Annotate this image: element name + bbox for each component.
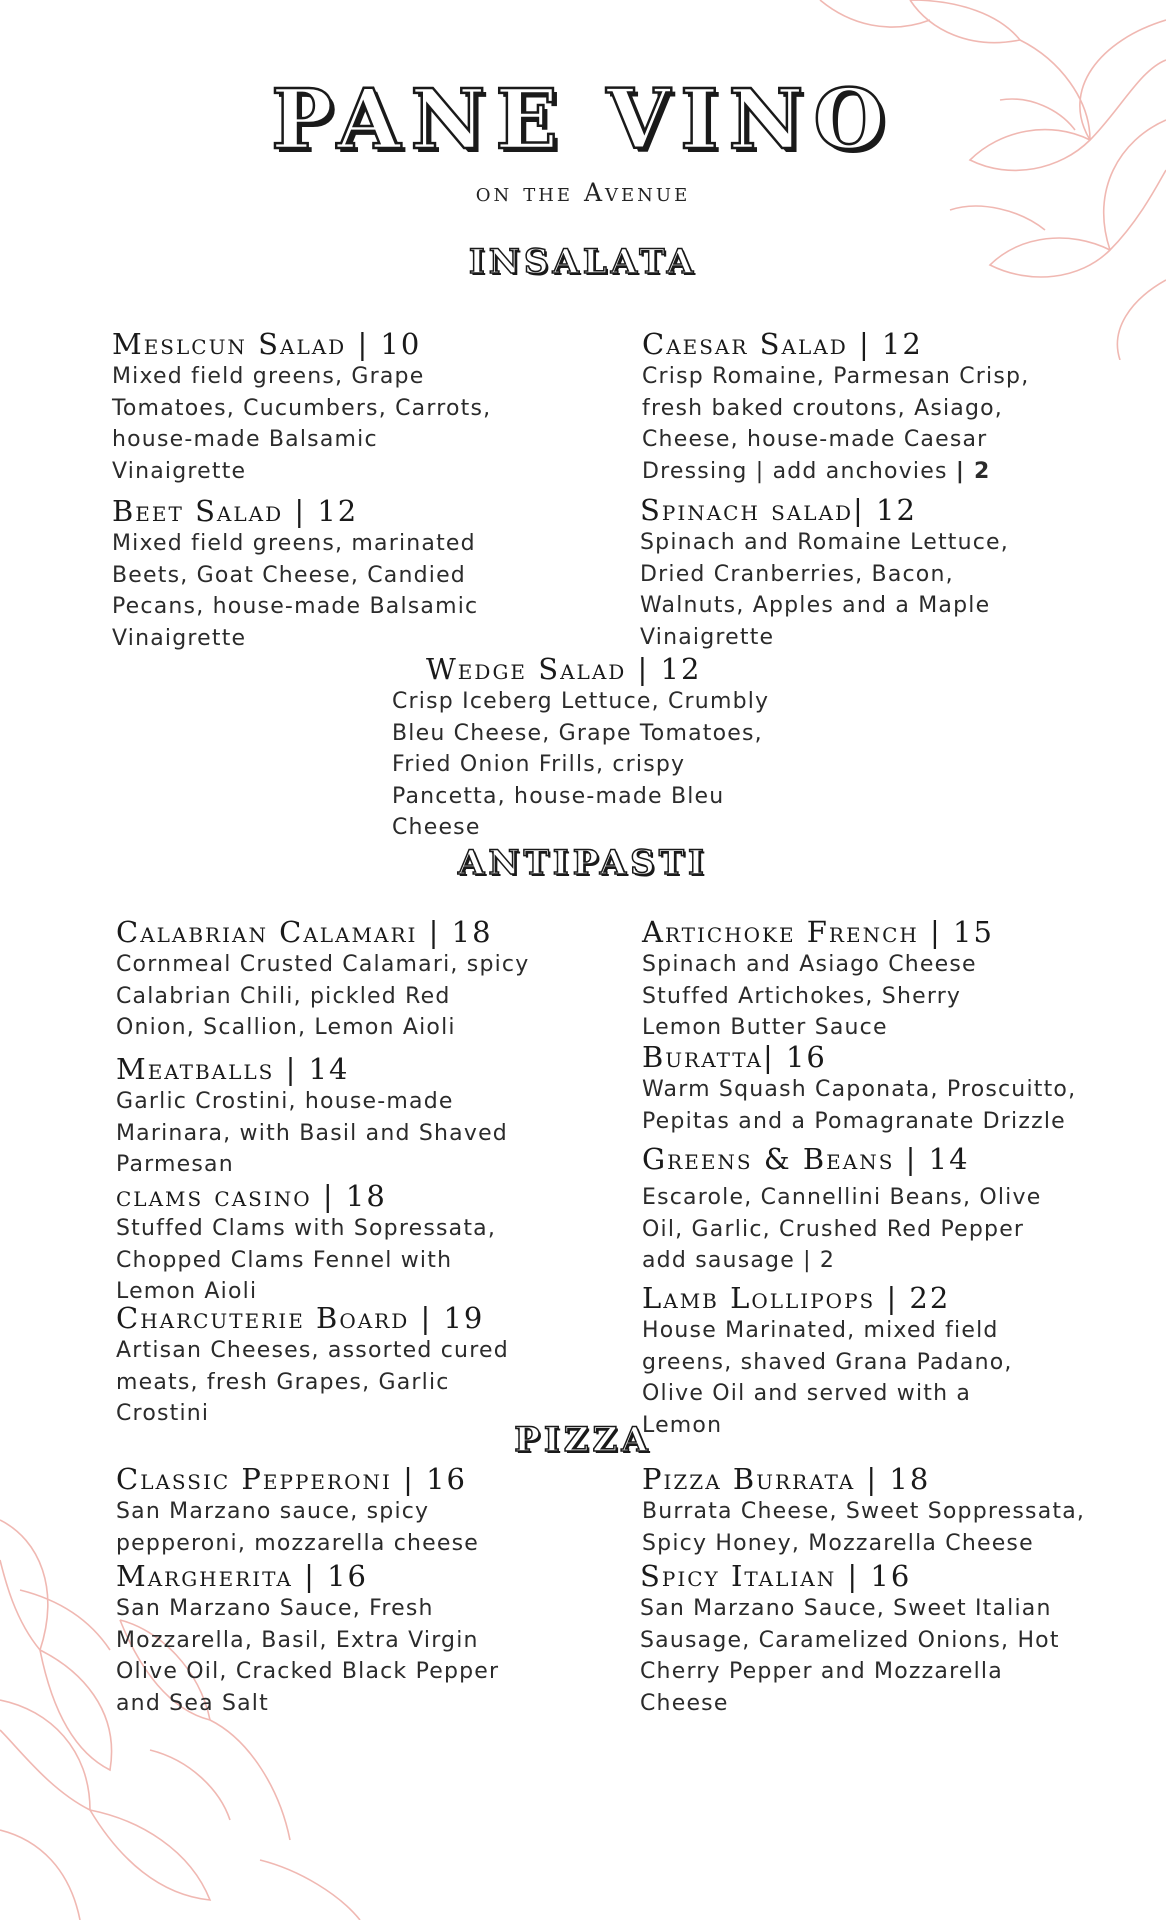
menu-item-description: San Marzano Sauce, Sweet Italian Sausage, Caramelized Onions, Hot Cherry Pepper and Mozzarella Cheese [640, 1596, 1060, 1716]
menu-item [116, 1180, 516, 1308]
menu-item [116, 1560, 536, 1719]
menu-item [112, 495, 512, 654]
menu-item-description: Spinach and Romaine Lettuce, Dried Cranberries, Bacon, Walnuts, Apples and a Maple Vinaigrette [640, 530, 1009, 650]
menu-item-name: Margherita | 16 [116, 1559, 368, 1593]
menu-item-description: Cornmeal Crusted Calamari, spicy Calabrian Chili, pickled Red Onion, Scallion, Lemon Aioli [116, 952, 530, 1040]
menu-item-description-text: Crisp Romaine, Parmesan Crisp, fresh baked croutons, Asiago, Cheese, house-made Caesar Dressing | add anchovies [642, 364, 1030, 484]
menu-item-name: Meslcun Salad | 10 [112, 327, 422, 361]
menu-item-description: Mixed field greens, Grape Tomatoes, Cucumbers, Carrots, house-made Balsamic Vinaigrette [112, 364, 492, 484]
menu-item [116, 1302, 536, 1430]
menu-item-name: Artichoke French | 15 [642, 915, 994, 949]
menu-item-name: Buratta| 16 [642, 1040, 827, 1074]
menu-item-description: Garlic Crostini, house-made Marinara, with Basil and Shaved Parmesan [116, 1089, 508, 1177]
menu-item-description: Spinach and Asiago Cheese Stuffed Artichokes, Sherry Lemon Butter Sauce [642, 952, 977, 1040]
menu-item [642, 916, 1022, 1044]
menu-item-description: San Marzano Sauce, Fresh Mozzarella, Basil, Extra Virgin Olive Oil, Cracked Black Pepper and Sea Salt [116, 1596, 500, 1716]
menu-item [112, 328, 512, 487]
menu-item-description: Warm Squash Caponata, Proscuitto, Pepitas and a Pomagranate Drizzle [642, 1077, 1077, 1134]
menu-item-name: Meatballs | 14 [116, 1052, 350, 1086]
menu-item [640, 1560, 1070, 1719]
menu-item-name: Calabrian Calamari | 18 [116, 915, 493, 949]
menu-item-name: Pizza Burrata | 18 [642, 1462, 931, 1496]
section-heading-insalata: INSALATA [468, 242, 698, 282]
menu-item [642, 1143, 1062, 1277]
menu-item [642, 328, 1072, 487]
menu-item [640, 494, 1050, 653]
menu-item-name: Caesar Salad | 12 [642, 327, 923, 361]
menu-item-name: Classic Pepperoni | 16 [116, 1462, 467, 1496]
menu-item [642, 1282, 1042, 1441]
menu-item-name: Beet Salad | 12 [112, 494, 359, 528]
menu-item-name: Wedge Salad | 12 [426, 652, 702, 686]
menu-item [116, 1053, 536, 1181]
menu-item-description: Escarole, Cannellini Beans, Olive Oil, Garlic, Crushed Red Pepper add sausage | 2 [642, 1185, 1042, 1273]
menu-item [642, 1041, 1102, 1137]
menu-item-name: Spicy Italian | 16 [640, 1559, 912, 1593]
menu-item-description [642, 361, 1072, 487]
menu-item-name: Spinach salad| 12 [640, 493, 917, 527]
menu-item [116, 916, 536, 1044]
page-title: PANE VINO [271, 72, 895, 168]
menu-item-name: clams casino | 18 [116, 1179, 387, 1213]
menu-item-description: House Marinated, mixed field greens, shaved Grana Padano, Olive Oil and served with a Lemon [642, 1318, 1013, 1438]
menu-item-description: Crisp Iceberg Lettuce, Crumbly Bleu Cheese, Grape Tomatoes, Fried Onion Frills, crispy Pancetta, house-made Bleu Cheese [392, 689, 770, 840]
menu-item [642, 1463, 1102, 1559]
menu-item [116, 1463, 516, 1559]
page-subtitle: on the Avenue [475, 178, 691, 207]
menu-item-description: Stuffed Clams with Sopressata, Chopped Clams Fennel with Lemon Aioli [116, 1216, 497, 1304]
menu-item-name: Charcuterie Board | 19 [116, 1301, 485, 1335]
menu-item-description: Artisan Cheeses, assorted cured meats, fresh Grapes, Garlic Crostini [116, 1338, 509, 1426]
menu-item-description: Burrata Cheese, Sweet Soppressata, Spicy Honey, Mozzarella Cheese [642, 1499, 1086, 1556]
section-heading-antipasti: ANTIPASTI [458, 843, 708, 883]
menu-item [392, 653, 792, 844]
section-heading-pizza: PIZZA [514, 1420, 652, 1460]
menu-item-name: Lamb Lollipops | 22 [642, 1281, 951, 1315]
menu-item-name: Greens & Beans | 14 [642, 1142, 970, 1176]
menu-item-description: Mixed field greens, marinated Beets, Goat Cheese, Candied Pecans, house-made Balsamic Vinaigrette [112, 531, 479, 651]
menu-item-extra-price: | 2 [955, 458, 991, 484]
menu-item-description: San Marzano sauce, spicy pepperoni, mozzarella cheese [116, 1499, 479, 1556]
